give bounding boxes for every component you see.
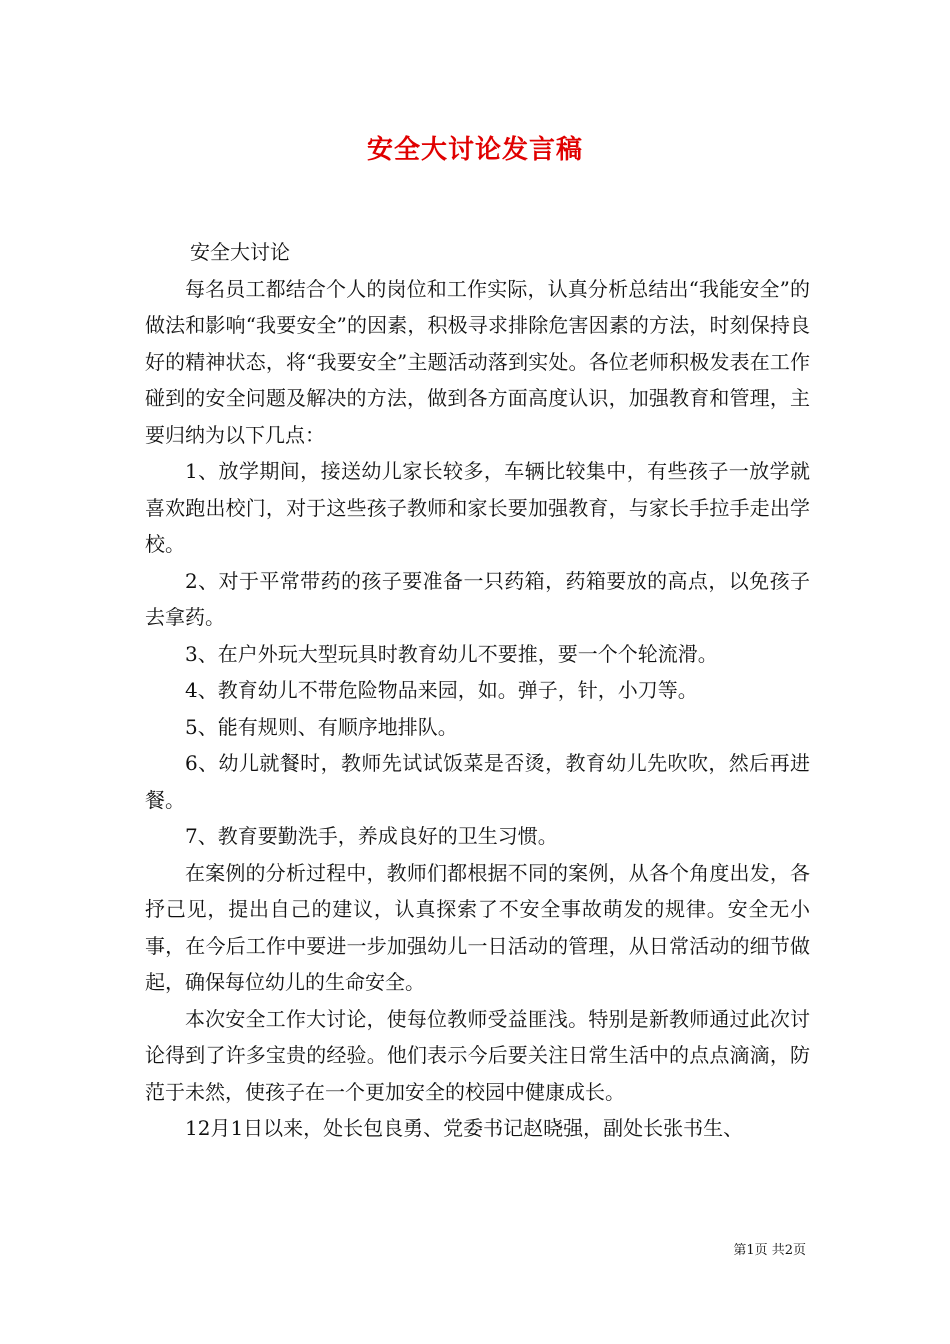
document-title: 安全大讨论发言稿 — [366, 135, 583, 165]
page-number-footer: 第1页 共2页 — [733, 1243, 806, 1258]
list-item-6: 6、幼儿就餐时，教师先试试饭菜是否烫，教育幼儿先吹吹，然后再进餐。 — [145, 751, 810, 812]
list-item-5: 5、能有规则、有顺序地排队。 — [185, 714, 458, 739]
paragraph-intro: 每名员工都结合个人的岗位和工作实际，认真分析总结出“我能安全”的做法和影响“我要安全”的因素，积极寻求排除危害因素的方法，时刻保持良好的精神状态，将“我要安全”主题活动落到实处。各位老师积极发表在工作碰到的安全问题及解决的方法，做到各方面高度认识，加强教育和管理，主要归纳为以下几点： — [145, 276, 810, 447]
list-item-7: 7、教育要勤洗手，养成良好的卫生习惯。 — [185, 824, 558, 848]
list-item-2: 2、对于平常带药的孩子要准备一只药箱，药箱要放的高点，以免孩子去拿药。 — [145, 568, 810, 629]
paragraph-summary: 本次安全工作大讨论，使每位教师受益匪浅。特别是新教师通过此次讨论得到了许多宝贵的经验。他们表示今后要关注日常生活中的点点滴滴，防范于未然，使孩子在一个更加安全的校园中健康成长。 — [145, 1006, 810, 1104]
document-body — [145, 234, 810, 1147]
list-item-3: 3、在户外玩大型玩具时教育幼儿不要推，要一个个轮流滑。 — [185, 641, 718, 666]
paragraph-continuation: 12月1日以来，处长包良勇、党委书记赵晓强，副处长张书生、 — [185, 1116, 744, 1140]
list-item-1: 1、放学期间，接送幼儿家长较多，车辆比较集中，有些孩子一放学就喜欢跑出校门，对于这些孩子教师和家长要加强教育，与家长手拉手走出学校。 — [145, 459, 810, 556]
paragraph-case-analysis: 在案例的分析过程中，教师们都根据不同的案例，从各个角度出发，各抒己见，提出自己的建议，认真探索了不安全事故萌发的规律。安全无小事，在今后工作中要进一步加强幼儿一日活动的管理，从日常活动的细节做起，确保每位幼儿的生命安全。 — [145, 860, 810, 994]
list-item-4: 4、教育幼儿不带危险物品来园，如。弹子，针，小刀等。 — [185, 678, 698, 702]
section-heading: 安全大讨论 — [190, 240, 290, 264]
